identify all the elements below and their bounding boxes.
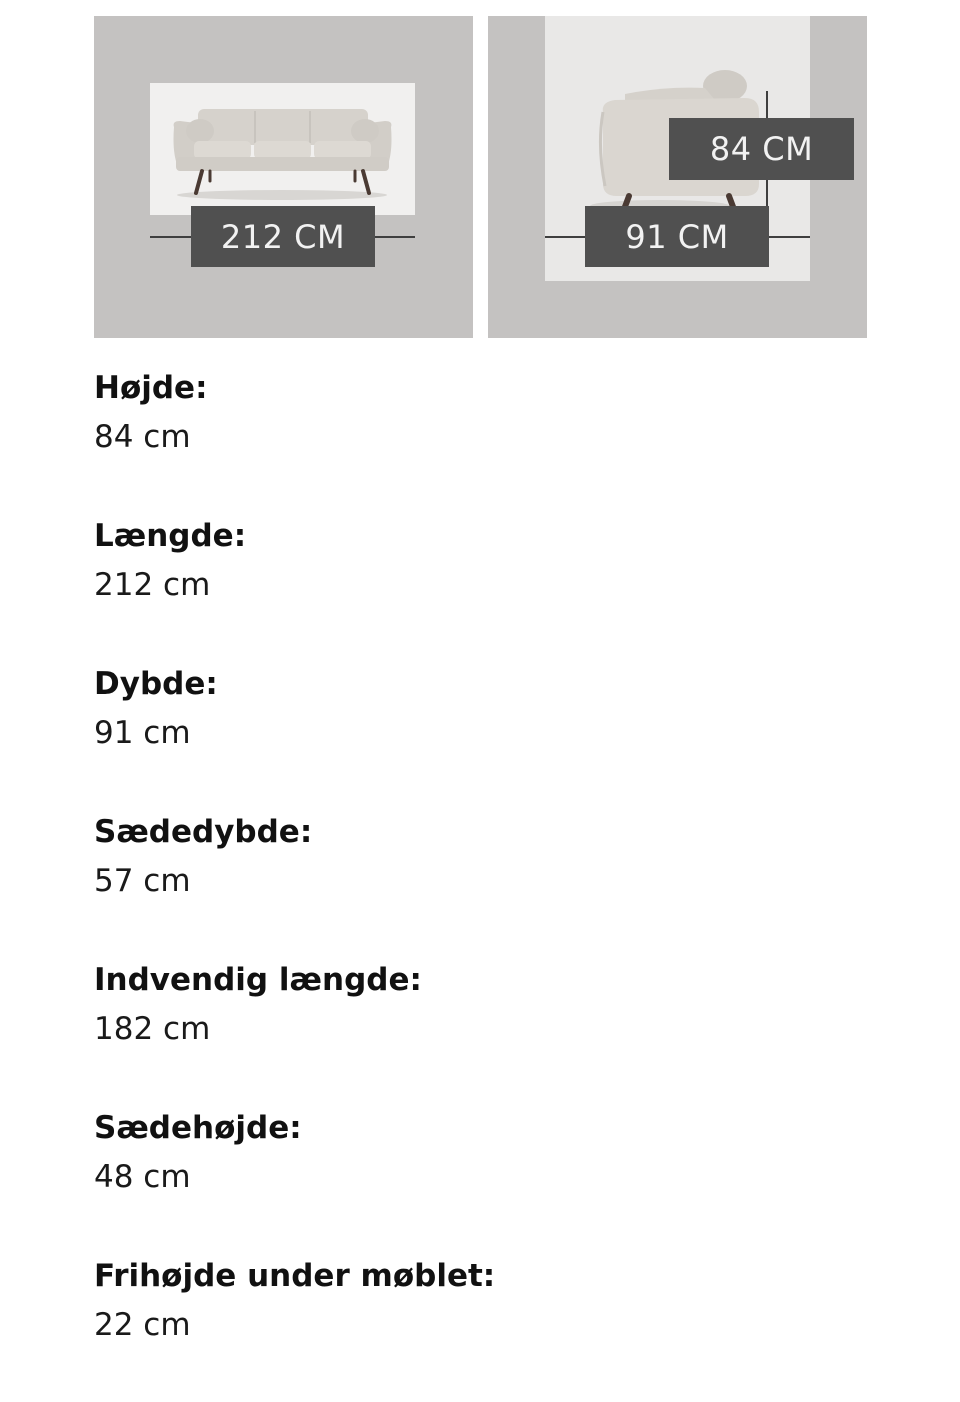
width-dimension-badge: 212 CM [191, 206, 375, 267]
sofa-front-illustration [150, 83, 415, 215]
spec-length [94, 514, 874, 662]
spec-label: Sædehøjde: [94, 1110, 302, 1146]
spec-value: 22 cm [94, 1307, 191, 1343]
spec-height [94, 366, 874, 514]
spec-label: Frihøjde under møblet: [94, 1258, 496, 1294]
spec-value: 48 cm [94, 1159, 191, 1195]
spec-depth [94, 662, 874, 810]
sofa-front-photo [150, 83, 415, 215]
spec-label: Højde: [94, 370, 208, 406]
spec-value: 212 cm [94, 567, 211, 603]
spec-label: Sædedybde: [94, 814, 313, 850]
side-dimension-image [488, 16, 867, 338]
height-dimension-badge: 84 CM [669, 118, 854, 180]
spec-seat-depth [94, 810, 874, 958]
spec-value: 57 cm [94, 863, 191, 899]
spec-value: 182 cm [94, 1011, 211, 1047]
front-dimension-image [94, 16, 473, 338]
spec-label: Dybde: [94, 666, 218, 702]
spec-label: Indvendig længde: [94, 962, 422, 998]
dimension-specs-list [94, 366, 874, 1402]
spec-value: 84 cm [94, 419, 191, 455]
spec-label: Længde: [94, 518, 247, 554]
spec-seat-height [94, 1106, 874, 1254]
depth-dimension-badge: 91 CM [585, 206, 769, 267]
spec-inner-length [94, 958, 874, 1106]
spec-value: 91 cm [94, 715, 191, 751]
spec-floor-clearance [94, 1254, 874, 1402]
